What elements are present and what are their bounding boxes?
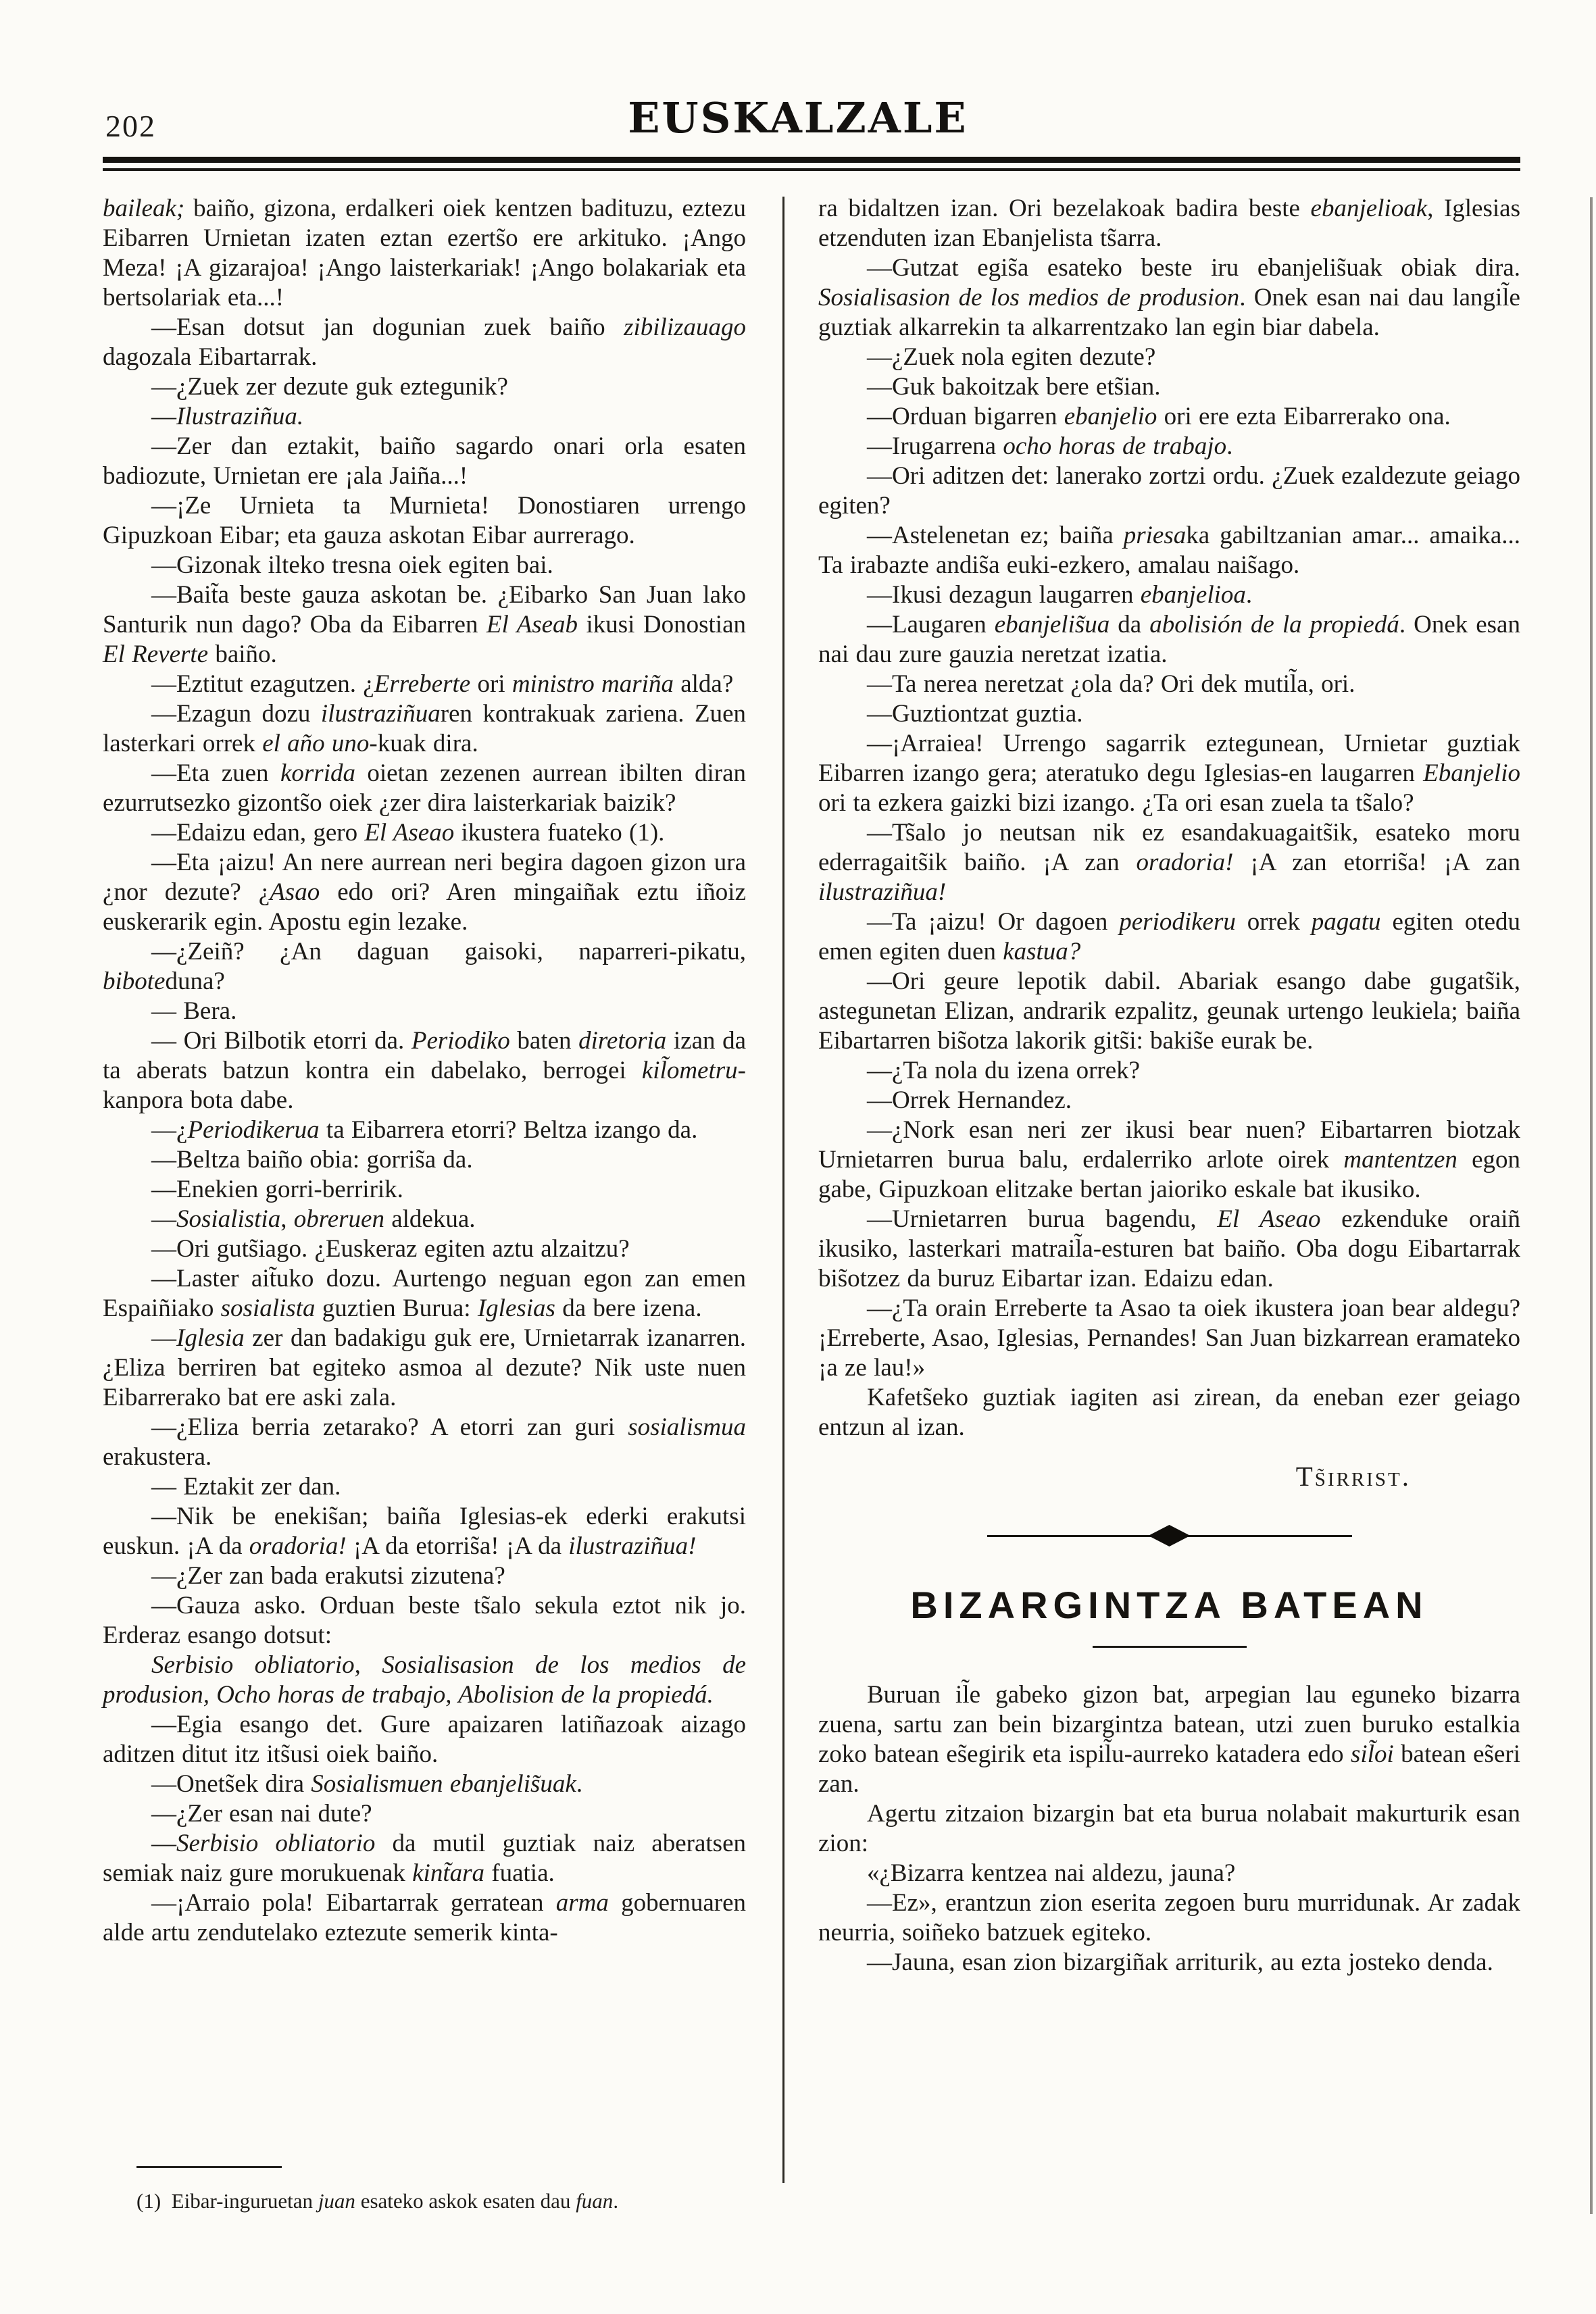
paragraph: — Ori Bilbotik etorri da. Periodiko baten diretoria izan da ta aberats batzun kontra ein dabelako, berrogei kil̃ometru-kanpora bota dabe. <box>103 1027 747 1114</box>
paragraph: —¿Zuek nola egiten dezute? <box>867 343 1156 371</box>
ornament-line <box>987 1535 1154 1537</box>
paragraph: baileak; baiño, gizona, erdalkeri oiek kentzen badituzu, eztezu Eibarren Urnietan izaten eztan ezerts̃o ere arkituko. ¡Ango Meza! ¡A gizarajoa! ¡Ango laisterkariak! ¡Ango bolakariak eta bertsolariak eta...! <box>103 195 746 311</box>
paragraph: —Esan dotsut jan dogunian zuek baiño zibilizauago dagozala Eibartarrak. <box>103 313 746 371</box>
paragraph: Agertu zitzaion bizargin bat eta burua nolabait makurturik esan zion: <box>818 1800 1520 1857</box>
page-number: 202 <box>105 109 156 143</box>
paragraph: —Ez», erantzun zion eserita zegoen buru murridunak. Ar zadak neurria, soiñeko batzuek egiteko. <box>818 1889 1520 1946</box>
paragraph: —Bait̃a beste gauza askotan be. ¿Eibarko San Juan lako Santurik nun dago? Oba da Eibarren El Aseab ikusi Donostian El Reverte baiño. <box>103 581 746 668</box>
footnote-rule <box>136 2166 282 2168</box>
paragraph: —¡Ze Urnieta ta Murnieta! Donostiaren urrengo Gipuzkoan Eibar; eta gauza askotan Eibar aurrerago. <box>103 492 746 549</box>
paragraph: —Nik be enekis̃an; baiña Iglesias-ek ederki erakutsi euskun. ¡A da oradoria! ¡A da etorris̃a! ¡A da ilustraziñua! <box>103 1503 746 1560</box>
paragraph: —Ori guts̃iago. ¿Euskeraz egiten aztu alzaitzu? <box>151 1235 630 1263</box>
right-column <box>818 194 1520 2214</box>
columns <box>103 194 1520 2214</box>
paragraph: —¿Eliza berria zetarako? A etorri zan guri sosialismua erakustera. <box>103 1413 746 1471</box>
paragraph: —Ta nerea neretzat ¿ola da? Ori dek mutil̃a, ori. <box>867 670 1355 698</box>
paragraph: —Edaizu edan, gero El Aseao ikustera fuateko (1). <box>151 819 665 847</box>
paragraph: —Ori aditzen det: lanerako zortzi ordu. ¿Zuek ezaldezute geiago egiten? <box>818 462 1520 520</box>
paragraph: — Bera. <box>151 997 237 1025</box>
paragraph: — Eztakit zer dan. <box>151 1473 341 1501</box>
section-title-rule <box>1093 1646 1247 1648</box>
paragraph: —Urnietarren burua bagendu, El Aseao ezkenduke oraiñ ikusiko, lasterkari matrail̃a-esturen bat baiño. Oba dogu Eibartarrak bis̃otzez da buruz Eibartar izan. Edaizu edan. <box>818 1205 1520 1292</box>
paragraph: —Gutzat egis̃a esateko beste iru ebanjelis̃uak obiak dira. Sosialisasion de los medios de produsion. Onek esan nai dau langil̃e guztiak alkarrekin ta alkarrentzako lan egin biar dabela. <box>818 254 1520 341</box>
paragraph: —Gauza asko. Orduan beste ts̃alo sekula eztot nik jo. Erderaz esango dotsut: <box>103 1592 746 1649</box>
author-signature: Ts̃irrist. <box>1295 1461 1411 1492</box>
diamond-icon <box>1149 1525 1191 1546</box>
paragraph: «¿Bizarra kentzea nai aldezu, jauna? <box>867 1859 1236 1887</box>
section-title: BIZARGINTZA BATEAN <box>910 1584 1428 1626</box>
footnote-block <box>103 2135 746 2214</box>
paragraph: ra bidaltzen izan. Ori bezelakoak badira beste ebanjelioak, Iglesias etzenduten izan Ebanjelista ts̃arra. <box>818 195 1520 252</box>
paragraph: —¿Zer esan nai dute? <box>151 1800 372 1828</box>
paragraph: —Irugarrena ocho horas de trabajo. <box>867 432 1233 460</box>
paragraph: —¿Ta nola du izena orrek? <box>867 1057 1141 1084</box>
header-rule <box>103 157 1520 171</box>
paragraph: Buruan il̃e gabeko gizon bat, arpegian lau eguneko bizarra zuena, sartu zan bein bizargintza batean, utzi zuen buruko estalkia zoko batean es̃egirik eta ispil̃u-aurreko katadera edo sil̃oi batean es̃eri zan. <box>818 1681 1520 1798</box>
paragraph: —Orrek Hernandez. <box>867 1086 1072 1114</box>
paragraph: —Ikusi dezagun laugarren ebanjelioa. <box>867 581 1253 609</box>
column-divider-rule <box>782 197 784 2183</box>
paragraph: —Ta ¡aizu! Or dagoen periodikeru orrek pagatu egiten otedu emen egiten duen kastua? <box>818 908 1520 965</box>
scan-edge-artifact <box>1590 197 1593 2214</box>
paragraph: —Zer dan eztakit, baiño sagardo onari orla esaten badiozute, Urnietan ere ¡ala Jaiña...! <box>103 432 746 490</box>
paragraph: —Enekien gorri-berririk. <box>151 1176 403 1203</box>
paragraph: —Laster ait̃uko dozu. Aurtengo neguan egon zan emen Espaiñiako sosialista guztien Burua: Iglesias da bere izena. <box>103 1265 746 1322</box>
paragraph: —Serbisio obliatorio da mutil guztiak naiz aberatsen semiak naiz gure morukuenak kint̃ara fuatia. <box>103 1830 746 1887</box>
paragraph: —Guztiontzat guztia. <box>867 700 1083 728</box>
paragraph: —Egia esango det. Gure apaizaren latiñazoak aizago aditzen ditut itz its̃usi oiek baiño. <box>103 1711 746 1768</box>
left-column <box>103 194 746 2214</box>
paragraph: —¿Periodikerua ta Eibarrera etorri? Beltza izango da. <box>151 1116 698 1144</box>
paragraph: —Beltza baiño obia: gorris̃a da. <box>151 1146 473 1174</box>
paragraph: —¿Nork esan neri zer ikusi bear nuen? Eibartarren biotzak Urnietarren burua balu, erdalerriko arlote oirek mantentzen egon gabe, Gipuzkoan elitzake bertan jaioriko eskale bat ikusiko. <box>818 1116 1520 1203</box>
paragraph: —Iglesia zer dan badakigu guk ere, Urnietarrak izanarren. ¿Eliza berriren bat egiteko asmoa al dezute? Nik uste nuen Eibarrerako bat ere aski zala. <box>103 1324 746 1411</box>
paragraph: —¿Ta orain Erreberte ta Asao ta oiek ikustera joan bear aldegu? ¡Erreberte, Asao, Iglesias, Pernandes! San Juan bizkarrean eramateko ¡a ze lau!» <box>818 1294 1520 1382</box>
paragraph: —¡Arraio pola! Eibartarrak gerratean arma gobernuaren alde artu zendutelako eztezute semerik kinta- <box>103 1889 746 1946</box>
paragraph: —Jauna, esan zion bizargiñak arriturik, au ezta josteko denda. <box>867 1948 1493 1976</box>
right-column-text <box>818 194 1520 1442</box>
paragraph: —Astelenetan ez; baiña priesaka gabiltzanian amar... amaika... Ta irabazte andis̃a euki-ezkero, amalau nais̃ago. <box>818 522 1520 579</box>
paragraph: —Laugaren ebanjelis̃ua da abolisión de la propiedá. Onek esan nai dau zure gauzia neretzat izatia. <box>818 611 1520 668</box>
paragraph: —Eta ¡aizu! An nere aurrean neri begira dagoen gizon ura ¿nor dezute? ¿Asao edo ori? Aren mingaiñak eztu iñoiz euskerarik egin. Apostu egin lezake. <box>103 849 746 936</box>
left-column-text <box>103 194 746 1948</box>
paragraph: —Sosialistia, obreruen aldekua. <box>151 1205 476 1233</box>
paragraph: —Ilustraziñua. <box>151 403 304 430</box>
paragraph: —Eta zuen korrida oietan zezenen aurrean ibilten diran ezurrutsezko gizonts̃o oiek ¿zer dira laisterkariak baizik? <box>103 759 746 817</box>
paragraph: Kafets̃eko guztiak iagiten asi zirean, da eneban ezer geiago entzun al izan. <box>818 1384 1520 1441</box>
paragraph: —Eztitut ezagutzen. ¿Erreberte ori ministro mariña alda? <box>151 670 734 698</box>
paragraph: —¿Zeiñ? ¿An daguan gaisoki, naparreri-pikatu, biboteduna? <box>103 938 746 995</box>
section-text <box>818 1680 1520 1978</box>
paragraph: —¿Zer zan bada erakutsi zizutena? <box>151 1562 505 1590</box>
paragraph: —Orduan bigarren ebanjelio ori ere ezta Eibarrerako ona. <box>867 403 1451 430</box>
page-header <box>0 0 1596 157</box>
divider-ornament <box>987 1525 1352 1546</box>
paragraph: —Ezagun dozu ilustraziñuaren kontrakuak zariena. Zuen lasterkari orrek el año uno-kuak dira. <box>103 700 746 757</box>
footnote: (1) Eibar-inguruetan juan esateko askok esaten dau fuan. <box>136 2189 619 2213</box>
paragraph: —Gizonak ilteko tresna oiek egiten bai. <box>151 551 553 579</box>
paragraph: —Ts̃alo jo neutsan nik ez esandakuagaits̃ik, esateko moru ederragaits̃ik baiño. ¡A zan oradoria! ¡A zan etorris̃a! ¡A zan ilustraziñua! <box>818 819 1520 906</box>
paragraph: —Ori geure lepotik dabil. Abariak esango dabe gugats̃ik, astegunetan Elizan, andrarik ezpalitz, geunak urtengo leukiela; baiña Eibartarren bis̃otza lakorik gits̃i: bakis̃e eurak be. <box>818 967 1520 1055</box>
ornament-line <box>1185 1535 1352 1537</box>
paragraph: —Onets̃ek dira Sosialismuen ebanjelis̃uak. <box>151 1770 583 1798</box>
paragraph: —¿Zuek zer dezute guk eztegunik? <box>151 373 508 401</box>
paragraph: —¡Arraiea! Urrengo sagarrik eztegunean, Urnietar guztiak Eibarren izango gera; ateratuko degu Iglesias-en laugarren Ebanjelio ori ta ezkera gaizki bizi izango. ¿Ta ori esan zuela ta ts̃alo? <box>818 730 1520 817</box>
paragraph: Serbisio obliatorio, Sosialisasion de los medios de produsion, Ocho horas de trabajo, Abolision de la propiedá. <box>103 1651 746 1709</box>
journal-title: EUSKALZALE <box>628 93 968 143</box>
paragraph: —Guk bakoitzak bere ets̃ian. <box>867 373 1161 401</box>
